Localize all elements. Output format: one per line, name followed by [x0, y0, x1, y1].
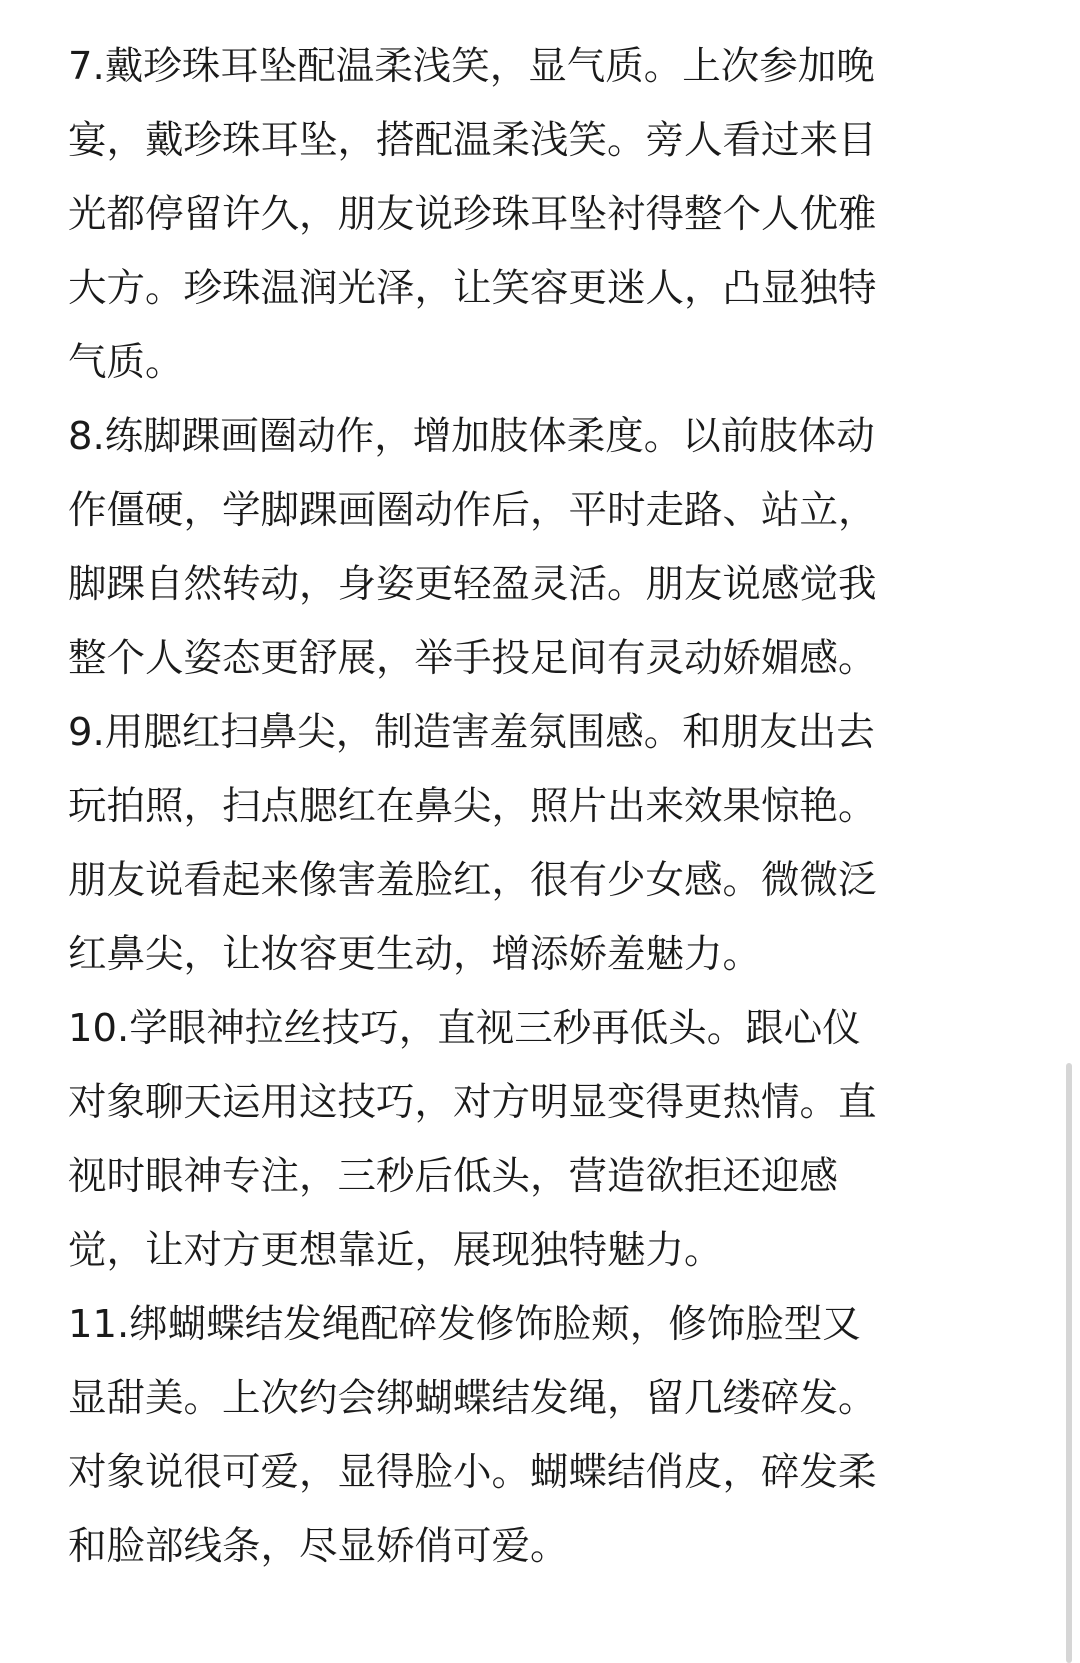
article-body [68, 30, 1008, 1584]
text-line: 11.绑蝴蝶结发绳配碎发修饰脸颊，修饰脸型又 [68, 1302, 861, 1347]
text-line: 整个人姿态更舒展，举手投足间有灵动娇媚感。 [68, 636, 877, 681]
text-line: 对象聊天运用这技巧，对方明显变得更热情。直 [68, 1080, 877, 1125]
text-line: 9.用腮红扫鼻尖，制造害羞氛围感。和朋友出去 [68, 710, 875, 755]
text-line: 大方。珍珠温润光泽，让笑容更迷人，凸显独特 [68, 266, 877, 311]
text-line: 气质。 [68, 340, 184, 385]
text-line: 觉，让对方更想靠近，展现独特魅力。 [68, 1228, 723, 1273]
text-line: 和脸部线条，尽显娇俏可爱。 [68, 1524, 569, 1569]
tip-paragraph-9 [68, 696, 1008, 992]
text-line: 对象说很可爱，显得脸小。蝴蝶结俏皮，碎发柔 [68, 1450, 877, 1495]
text-line: 朋友说看起来像害羞脸红，很有少女感。微微泛 [68, 858, 877, 903]
tip-paragraph-10 [68, 992, 1008, 1288]
text-line: 显甜美。上次约会绑蝴蝶结发绳，留几缕碎发。 [68, 1376, 877, 1421]
text-line: 光都停留许久，朋友说珍珠耳坠衬得整个人优雅 [68, 192, 877, 237]
text-line: 8.练脚踝画圈动作，增加肢体柔度。以前肢体动 [68, 414, 875, 459]
scrollbar-thumb[interactable] [1066, 1063, 1072, 1663]
text-line: 宴，戴珍珠耳坠，搭配温柔浅笑。旁人看过来目 [68, 118, 877, 163]
text-line: 作僵硬，学脚踝画圈动作后，平时走路、站立， [68, 488, 877, 533]
text-line: 脚踝自然转动，身姿更轻盈灵活。朋友说感觉我 [68, 562, 877, 607]
tip-paragraph-11 [68, 1288, 1008, 1584]
text-line: 10.学眼神拉丝技巧，直视三秒再低头。跟心仪 [68, 1006, 861, 1051]
text-line: 玩拍照，扫点腮红在鼻尖，照片出来效果惊艳。 [68, 784, 877, 829]
tip-paragraph-8 [68, 400, 1008, 696]
text-line: 红鼻尖，让妆容更生动，增添娇羞魅力。 [68, 932, 762, 977]
text-line: 7.戴珍珠耳坠配温柔浅笑，显气质。上次参加晚 [68, 44, 875, 89]
text-line: 视时眼神专注，三秒后低头，营造欲拒还迎感 [68, 1154, 839, 1199]
tip-paragraph-7 [68, 30, 1008, 400]
